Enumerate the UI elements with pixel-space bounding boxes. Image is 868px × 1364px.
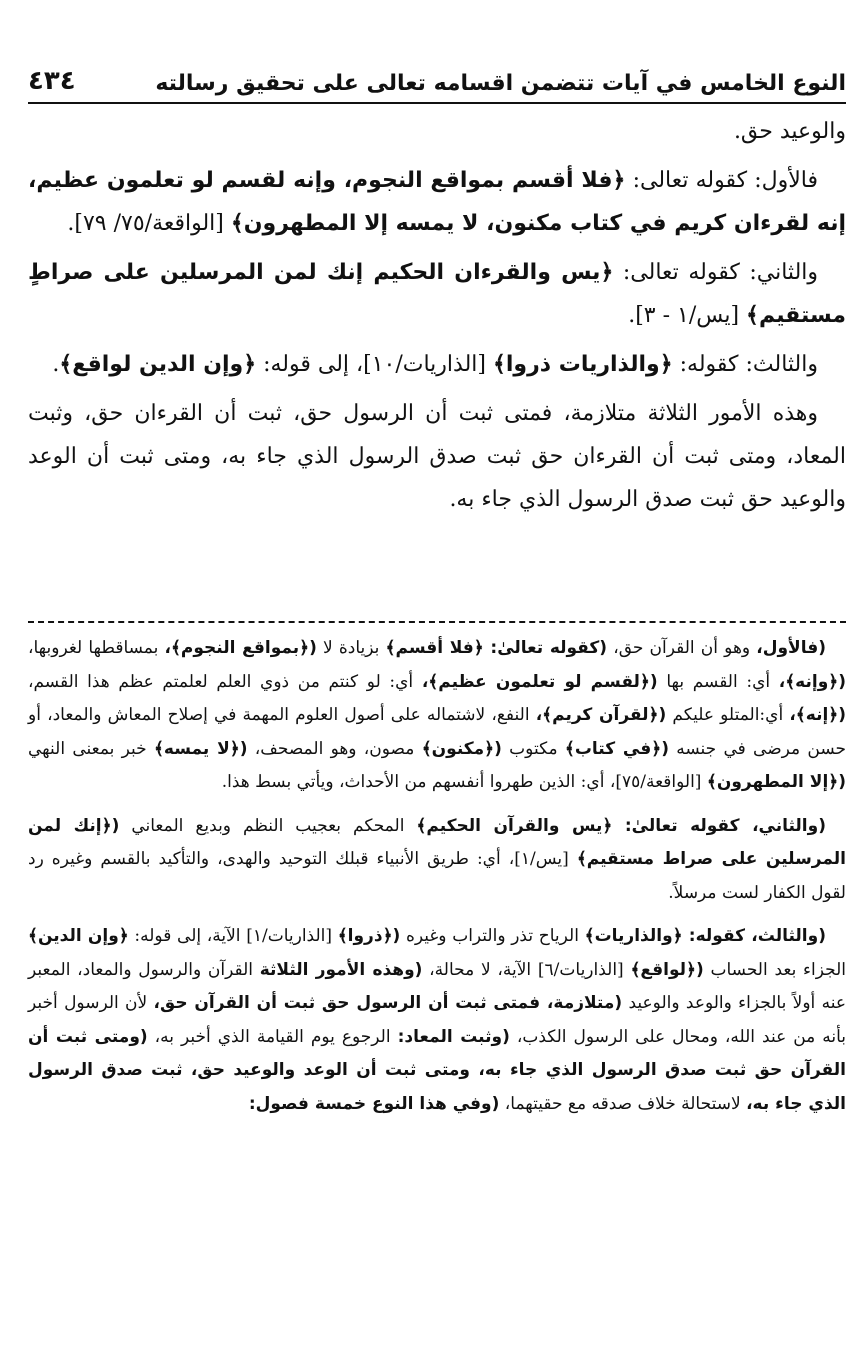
commentary-bold: (﴿لواقع﴾ [630, 959, 704, 980]
quran-verse: ﴿فلا أقسم بمواقع النجوم، وإنه لقسم لو تعلمون عظيم، إنه لقرءان كريم في كتاب مكنون، لا يمسه إلا المطهرون﴾ [28, 168, 846, 236]
main-text-span: والثاني: كقوله تعالى: [613, 260, 819, 285]
commentary-bold: (والثاني، كقوله تعالىٰ: ﴿يس والقرآن الحكيم﴾ [416, 815, 826, 836]
main-text-span: والوعيد حق. [733, 119, 846, 144]
commentary-bold: (فالأول، [756, 638, 826, 658]
commentary-paragraph [28, 632, 846, 800]
commentary-span: مصون، وهو المصحف، [247, 738, 422, 759]
commentary-bold: (ومتى ثبت أن القرآن حق ثبت صدق الرسول الذي جاء به، ومتى ثبت أن الوعد والوعيد حق، ثبت صدق الرسول الذي جاء به، [28, 1026, 846, 1114]
commentary-bold: (﴿إنك لمن المرسلين على صراط مستقيم﴾ [28, 815, 846, 869]
commentary-span: الجزاء بعد الحساب [703, 959, 847, 980]
commentary-bold: (﴿لقرآن كريم﴾، [535, 705, 667, 725]
commentary-bold: (﴿في كتاب﴾ [564, 738, 669, 759]
commentary-bold: (كقوله تعالىٰ: ﴿فلا أقسم﴾ [385, 638, 608, 658]
commentary-span: وهو أن القرآن حق، [607, 638, 757, 658]
page-number: ٤٣٤ [28, 66, 76, 96]
quran-verse: ﴿وإن الدين لواقع﴾ [59, 352, 257, 377]
commentary-span: مكتوب [501, 738, 565, 759]
commentary-span: [الذاريات/١] الآية، إلى قوله: [128, 926, 338, 946]
commentary-text [28, 632, 846, 1131]
running-title: النوع الخامس في آيات تتضمن اقسامه تعالى على تحقيق رسالته [155, 71, 846, 96]
commentary-paragraph [28, 810, 846, 911]
commentary-span: أي: لو كنتم من ذوي العلم لعلمتم عظم هذا القسم، [28, 671, 422, 692]
commentary-span: لأن الرسول أخبر بأنه من عند الله، ومحال على الرسول الكذب، [28, 993, 846, 1047]
commentary-bold: (﴿إلا المطهرون﴾ [706, 772, 846, 792]
commentary-bold: ﴿وإن الدين﴾ [28, 926, 129, 946]
main-text-span: والثالث: كقوله: [672, 352, 818, 377]
commentary-paragraph [28, 920, 846, 1121]
commentary-span: [يس/١]، أي: طريق الأنبياء قبلك التوحيد والهدى، والتأكيد بالقسم وغيره رد لقول الكفار لست مرسلاً. [28, 849, 846, 903]
page-header [28, 52, 846, 104]
main-paragraph [28, 110, 846, 153]
quran-verse: ﴿يس والقرءان الحكيم إنك لمن المرسلين على صراطٍ مستقيم﴾ [28, 260, 846, 328]
commentary-span: القرآن والرسول والمعاد، المعبر عنه أولاً بالجزاء والوعد والوعيد [28, 959, 846, 1013]
commentary-bold: (﴿بمواقع النجوم﴾، [164, 638, 317, 658]
commentary-bold: (﴿إنه﴾، [789, 705, 847, 725]
commentary-bold: (وثبت المعاد: [397, 1026, 510, 1047]
commentary-bold: (متلازمة، فمتى ثبت أن الرسول حق ثبت أن القرآن حق، [153, 993, 623, 1013]
commentary-bold: (﴿ذروا﴾ [337, 926, 401, 946]
commentary-span: بمساقطها لغروبها، [28, 638, 165, 658]
commentary-span: الرياح تذر والتراب وغيره [400, 926, 585, 946]
commentary-span: أي: القسم بها [657, 671, 779, 692]
verse-reference: [يس/١ - ٣]. [628, 303, 747, 328]
commentary-span: الرجوع يوم القيامة الذي أخبر به، [147, 1026, 398, 1047]
commentary-span: بزيادة لا [316, 638, 386, 658]
commentary-span: النفع، لاشتماله على أصول العلوم المهمة في إصلاح المعاش والمعاد، أو حسن مرضى في جنسه [28, 705, 847, 759]
main-paragraph [28, 392, 846, 521]
commentary-span: لاستحالة خلاف صدقه مع حقيتهما، [499, 1093, 747, 1114]
commentary-span: خبر بمعنى النهي [28, 738, 154, 759]
main-paragraph [28, 251, 846, 337]
commentary-bold: (وهذه الأمور الثلاثة [259, 959, 423, 980]
main-text-span: فالأول: كقوله تعالى: [625, 168, 819, 193]
commentary-span: [الواقعة/٧٥]، أي: الذين طهروا أنفسهم من الأحداث، ويأتي بسط هذا. [221, 772, 707, 792]
commentary-span: المحكم بعجيب النظم وبديع المعاني [119, 815, 417, 836]
commentary-span: أي:المتلو عليكم [666, 705, 790, 725]
commentary-bold: (وفي هذا النوع خمسة فصول: [248, 1093, 500, 1114]
commentary-bold: (﴿وإنه﴾، [778, 671, 846, 692]
commentary-bold: (﴿لا يمسه﴾ [153, 738, 248, 759]
main-text-span: . [52, 352, 60, 377]
commentary-bold: (﴿مكنون﴾ [421, 738, 502, 759]
verse-reference: [الذاريات/١٠]، إلى قوله: [256, 352, 493, 377]
verse-reference: [الواقعة/٧٥/ ٧٩]. [67, 211, 231, 236]
main-paragraph [28, 343, 846, 386]
commentary-span: [الذاريات/٦] الآية، لا محالة، [422, 959, 631, 980]
main-text [28, 110, 846, 527]
main-text-span: وهذه الأمور الثلاثة متلازمة، فمتى ثبت أن الرسول حق، ثبت أن القرءان حق، وثبت المعاد، ومتى ثبت أن القرءان حق ثبت صدق الرسول الذي جاء به، ومتى ثبت أن الوعد والوعيد حق ثبت صدق الرسول الذي جاء به. [28, 401, 846, 512]
commentary-bold: (والثالث، كقوله: ﴿والذاريات﴾ [584, 926, 826, 946]
footnote-separator [28, 621, 846, 623]
quran-verse: ﴿والذاريات ذروا﴾ [492, 352, 673, 377]
commentary-bold: (﴿لقسم لو تعلمون عظيم﴾، [421, 671, 658, 692]
main-paragraph [28, 159, 846, 245]
